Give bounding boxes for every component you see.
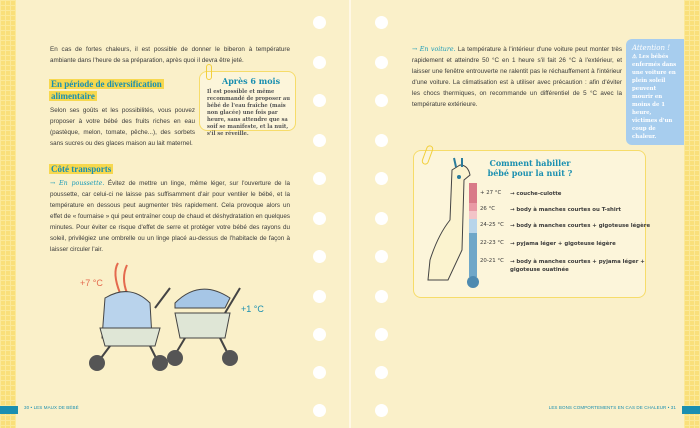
binder-hole (375, 56, 388, 69)
temperature-label: + 27 °C (480, 190, 502, 196)
strollers-illustration (75, 258, 275, 383)
heading-transports-text: Côté transports (51, 164, 112, 174)
right-page-tab (682, 406, 700, 414)
right-footer: LES BONS COMPORTEMENTS EN CAS DE CHALEUR • 31 (548, 405, 676, 410)
temperature-label: 20-21 °C (480, 258, 504, 264)
binder-hole (375, 94, 388, 107)
binder-hole (313, 16, 326, 29)
left-page-tab (0, 406, 18, 414)
left-footer: 30 • LES MAUX DE BÉBÉ (24, 405, 79, 410)
temp-label-covered: +7 °C (80, 278, 103, 288)
clothing-description: → couche-culotte (510, 191, 562, 197)
binder-hole (375, 16, 388, 29)
voiture-lead: → En voiture. (412, 46, 456, 53)
alert-title: Attention ! (632, 44, 671, 52)
clothing-description: → pyjama léger + gigoteuse légère (510, 241, 616, 247)
poussette-lead: → En poussette. (50, 180, 105, 187)
binder-hole (313, 134, 326, 147)
alert-text: Les bébés enfermés dans une voiture en plein soleil peuvent mourir en moins de 1 heure, victimes d'un coup de chaleur. (632, 54, 677, 140)
binder-hole (375, 212, 388, 225)
giraffe-thermometer-illustration (420, 155, 480, 295)
binder-hole (313, 56, 326, 69)
binder-hole (375, 134, 388, 147)
binder-hole (313, 250, 326, 263)
voiture-paragraph (412, 44, 622, 110)
clothing-description: → body à manches courtes + gigoteuse légère (510, 223, 651, 229)
shaded-stroller (167, 288, 240, 366)
left-margin-strip (0, 0, 16, 428)
heading-diversification-text: En période de diversification alimentaire (51, 79, 162, 101)
diversification-paragraph: Selon ses goûts et les possibilités, vous pouvez proposer à votre bébé des fruits riches en eau (pastèque, melon, tomate, pêche...), des sorbets sans sucres ou des glaces maison au lait maternel. (50, 107, 195, 147)
voiture-text: La température à l'intérieur d'une voiture peut monter très rapidement et atteindre 50 °C en 1 heure s'il fait 26 °C à l'extérieur, et laisser une fenêtre entrouverte ne ralentit pas le réchauffement à l'intérieur d'une voiture. La climatisation est à utiliser avec précaution : afin d'éviter les chocs thermiques, on recommande un différentiel de 5 °C avec la température extérieure. (412, 46, 622, 108)
warning-icon: ⚠ (632, 54, 639, 60)
binder-hole (313, 172, 326, 185)
binder-hole (375, 250, 388, 263)
binder-hole (375, 290, 388, 303)
right-margin-strip (684, 0, 700, 428)
binder-hole (313, 94, 326, 107)
paperclip-icon (206, 64, 212, 80)
poussette-text: Évitez de mettre un linge, même léger, sur l'ouverture de la poussette, car celui-ci ne laisse pas suffisamment d'air pour ventiler le bébé, et la température en dessous peut augmenter très rapidement. Cela provoque alors un effet de « fournaise » qui peut entraîner coup de chaud et déshydratation en quelques minutes. Pour éviter ce risque d'effet de serre et protéger votre bébé des rayons du soleil, privilégiez une ombrelle ou un linge placé au-dessus de l'habitacle de façon à laisser circuler l'air. (50, 180, 290, 253)
binder-hole (375, 366, 388, 379)
binder-hole (375, 328, 388, 341)
box-title: Après 6 mois (222, 76, 281, 86)
poussette-paragraph (50, 178, 290, 255)
chart-title: Comment habiller bébé pour la nuit ? (487, 158, 573, 178)
heading-transports (49, 163, 113, 175)
temperature-label: 26 °C (480, 206, 496, 212)
binder-hole (375, 172, 388, 185)
binder-hole (313, 328, 326, 341)
binder-hole (313, 290, 326, 303)
binder-hole (313, 404, 326, 417)
binder-hole (313, 212, 326, 225)
box-text: Il est possible et même recommandé de proposer au bébé de l'eau fraîche (mais non glacée) une fois par heure, sans attendre que sa soif se manifeste, et la nuit, s'il se réveille. (207, 89, 291, 137)
clothing-description: → body à manches courtes ou T-shirt (510, 207, 621, 213)
temp-label-shaded: +1 °C (241, 304, 264, 314)
temperature-label: 22-23 °C (480, 240, 504, 246)
intro-paragraph: En cas de fortes chaleurs, il est possible de donner le biberon à température ambiante dans l'heure de sa préparation, après quoi il devra être jeté. (50, 46, 290, 64)
page-gutter (349, 0, 351, 428)
binder-hole (375, 404, 388, 417)
after-6-months-box (199, 71, 296, 137)
binder-hole (313, 366, 326, 379)
attention-box (626, 39, 684, 145)
clothing-description: → body à manches courtes + pyjama léger + gigoteuse ouatinée (510, 259, 645, 273)
heading-diversification (49, 78, 194, 102)
temperature-label: 24-25 °C (480, 222, 504, 228)
